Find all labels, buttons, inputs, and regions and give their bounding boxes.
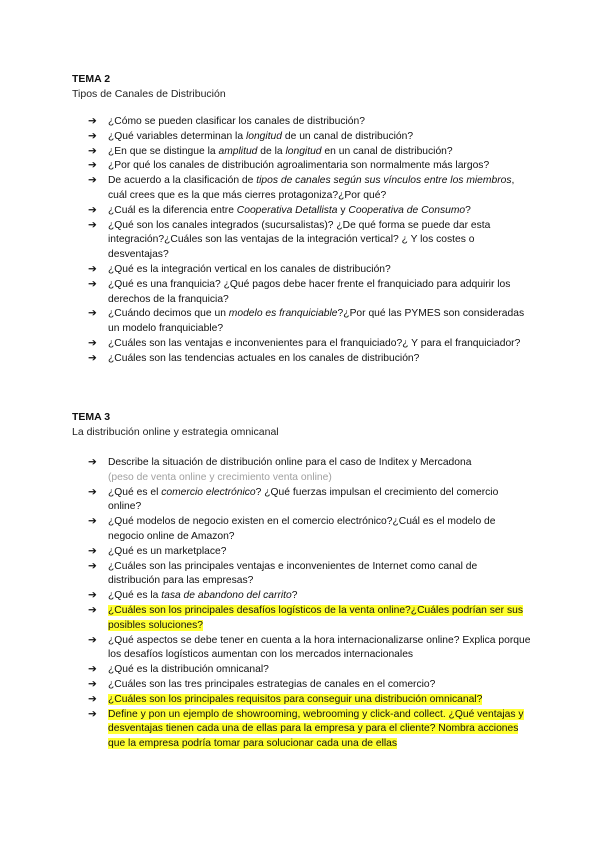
list-item: ➔ ¿Qué variables determinan la longitud de un canal de distribución?: [72, 130, 532, 145]
list-item: ➔ ¿Qué aspectos se debe tener en cuenta a la hora internacionalizarse online? Explica porque los desafíos logísticos aumentan con los mercados internacionales: [88, 634, 531, 661]
arrow-icon: ➔: [88, 634, 97, 646]
arrow-icon: ➔: [88, 604, 97, 616]
tema3-section: [72, 411, 532, 439]
list-item: ➔ ¿Qué es la distribución omnicanal?: [72, 663, 532, 678]
highlighted-text: ¿Cuáles son los principales requisitos para conseguir una distribución omnicanal?: [108, 693, 483, 705]
list-item: ➔ ¿Por qué los canales de distribución agroalimentaria son normalmente más largos?: [72, 159, 532, 174]
list-item: [72, 604, 532, 634]
arrow-icon: ➔: [88, 145, 97, 157]
list-item: ➔ ¿Qué es la tasa de abandono del carrito?: [72, 589, 532, 604]
arrow-icon: ➔: [88, 693, 97, 705]
arrow-icon: ➔: [88, 664, 97, 676]
tema2-title: TEMA 2: [72, 73, 111, 85]
tema2-question-list: [72, 115, 532, 367]
arrow-icon: ➔: [88, 130, 97, 142]
list-item: ➔ ¿Cómo se pueden clasificar los canales de distribución?: [72, 115, 532, 130]
list-item: ➔ De acuerdo a la clasificación de tipos de canales según sus vínculos entre los miembros, cuál crees que es la que más cierres protagoniza?¿Por qué?: [88, 175, 515, 201]
arrow-icon: ➔: [88, 486, 97, 498]
arrow-icon: ➔: [88, 560, 97, 572]
list-item: ➔ ¿Qué es la integración vertical en los canales de distribución?: [72, 263, 532, 278]
arrow-icon: ➔: [88, 708, 97, 720]
gray-note: (peso de venta online y crecimiento venta online): [108, 471, 332, 483]
arrow-icon: ➔: [88, 678, 97, 690]
tema3-question-list: [72, 456, 532, 752]
list-item: ➔ ¿Cuáles son las ventajas e inconvenientes para el franquiciado?¿ Y para el franquiciador?: [72, 337, 532, 352]
list-item: ➔ ¿Qué son los canales integrados (sucursalistas)? ¿De qué forma se puede dar esta integración?¿Cuáles son las ventajas de la integración vertical? ¿ Y los costes o desventajas?: [88, 219, 491, 261]
arrow-icon: ➔: [88, 516, 97, 528]
list-item: ➔ ¿En que se distingue la amplitud de la longitud en un canal de distribución?: [72, 145, 532, 160]
tema3-title: TEMA 3: [72, 411, 111, 423]
list-item: ➔ ¿Cuáles son las tendencias actuales en los canales de distribución?: [72, 352, 532, 367]
highlighted-text: ¿Cuáles son los principales desafíos logísticos de la venta online?¿Cuáles podrían ser sus posibles soluciones?: [108, 604, 523, 631]
arrow-icon: ➔: [88, 278, 97, 290]
arrow-icon: ➔: [88, 160, 97, 172]
arrow-icon: ➔: [88, 457, 97, 468]
arrow-icon: ➔: [88, 590, 97, 602]
list-item: ➔ Describe la situación de distribución online para el caso de Inditex y Mercadona (peso de venta online y crecimiento venta online): [88, 457, 472, 483]
arrow-icon: ➔: [88, 204, 97, 216]
tema3-subtitle: La distribución online y estrategia omnicanal: [72, 426, 279, 438]
list-item: ➔ ¿Cuáles son las principales ventajas e inconvenientes de Internet como canal de distribución para las empresas?: [88, 560, 478, 587]
arrow-icon: ➔: [88, 219, 97, 231]
list-item: ➔ ¿Cuándo decimos que un modelo es franquiciable?¿Por qué las PYMES son consideradas un modelo franquiciable?: [88, 308, 525, 335]
list-item: ➔ ¿Qué modelos de negocio existen en el comercio electrónico?¿Cuál es el modelo de negocio online de Amazon?: [88, 516, 496, 542]
tema2-section: [72, 73, 532, 101]
tema2-subtitle: Tipos de Canales de Distribución: [72, 88, 226, 100]
list-item: ➔ ¿Qué es un marketplace?: [72, 545, 532, 560]
list-item: ➔ ¿Cuáles son las tres principales estrategias de canales en el comercio?: [72, 678, 532, 693]
list-item: [72, 693, 532, 708]
highlighted-text: Define y pon un ejemplo de showrooming, webrooming y click-and collect. ¿Qué ventajas y desventajas tienen cada una de ellas para la empresa y para el cliente? Nombra acciones que la empresa podría tomar para solucionar cada una de ellas: [108, 708, 524, 750]
list-item: ➔ ¿Qué es una franquicia? ¿Qué pagos debe hacer frente el franquiciado para adquirir los derechos de la franquicia?: [88, 278, 511, 305]
arrow-icon: ➔: [88, 308, 97, 320]
arrow-icon: ➔: [88, 263, 97, 275]
list-item: [72, 708, 532, 752]
arrow-icon: ➔: [88, 337, 97, 349]
list-item: ➔ ¿Cuál es la diferencia entre Cooperativa Detallista y Cooperativa de Consumo?: [72, 204, 532, 219]
arrow-icon: ➔: [88, 175, 97, 187]
arrow-icon: ➔: [88, 545, 97, 557]
arrow-icon: ➔: [88, 352, 97, 364]
list-item: ➔ ¿Qué es el comercio electrónico? ¿Qué fuerzas impulsan el crecimiento del comercio online?: [88, 486, 499, 513]
arrow-icon: ➔: [88, 116, 97, 127]
